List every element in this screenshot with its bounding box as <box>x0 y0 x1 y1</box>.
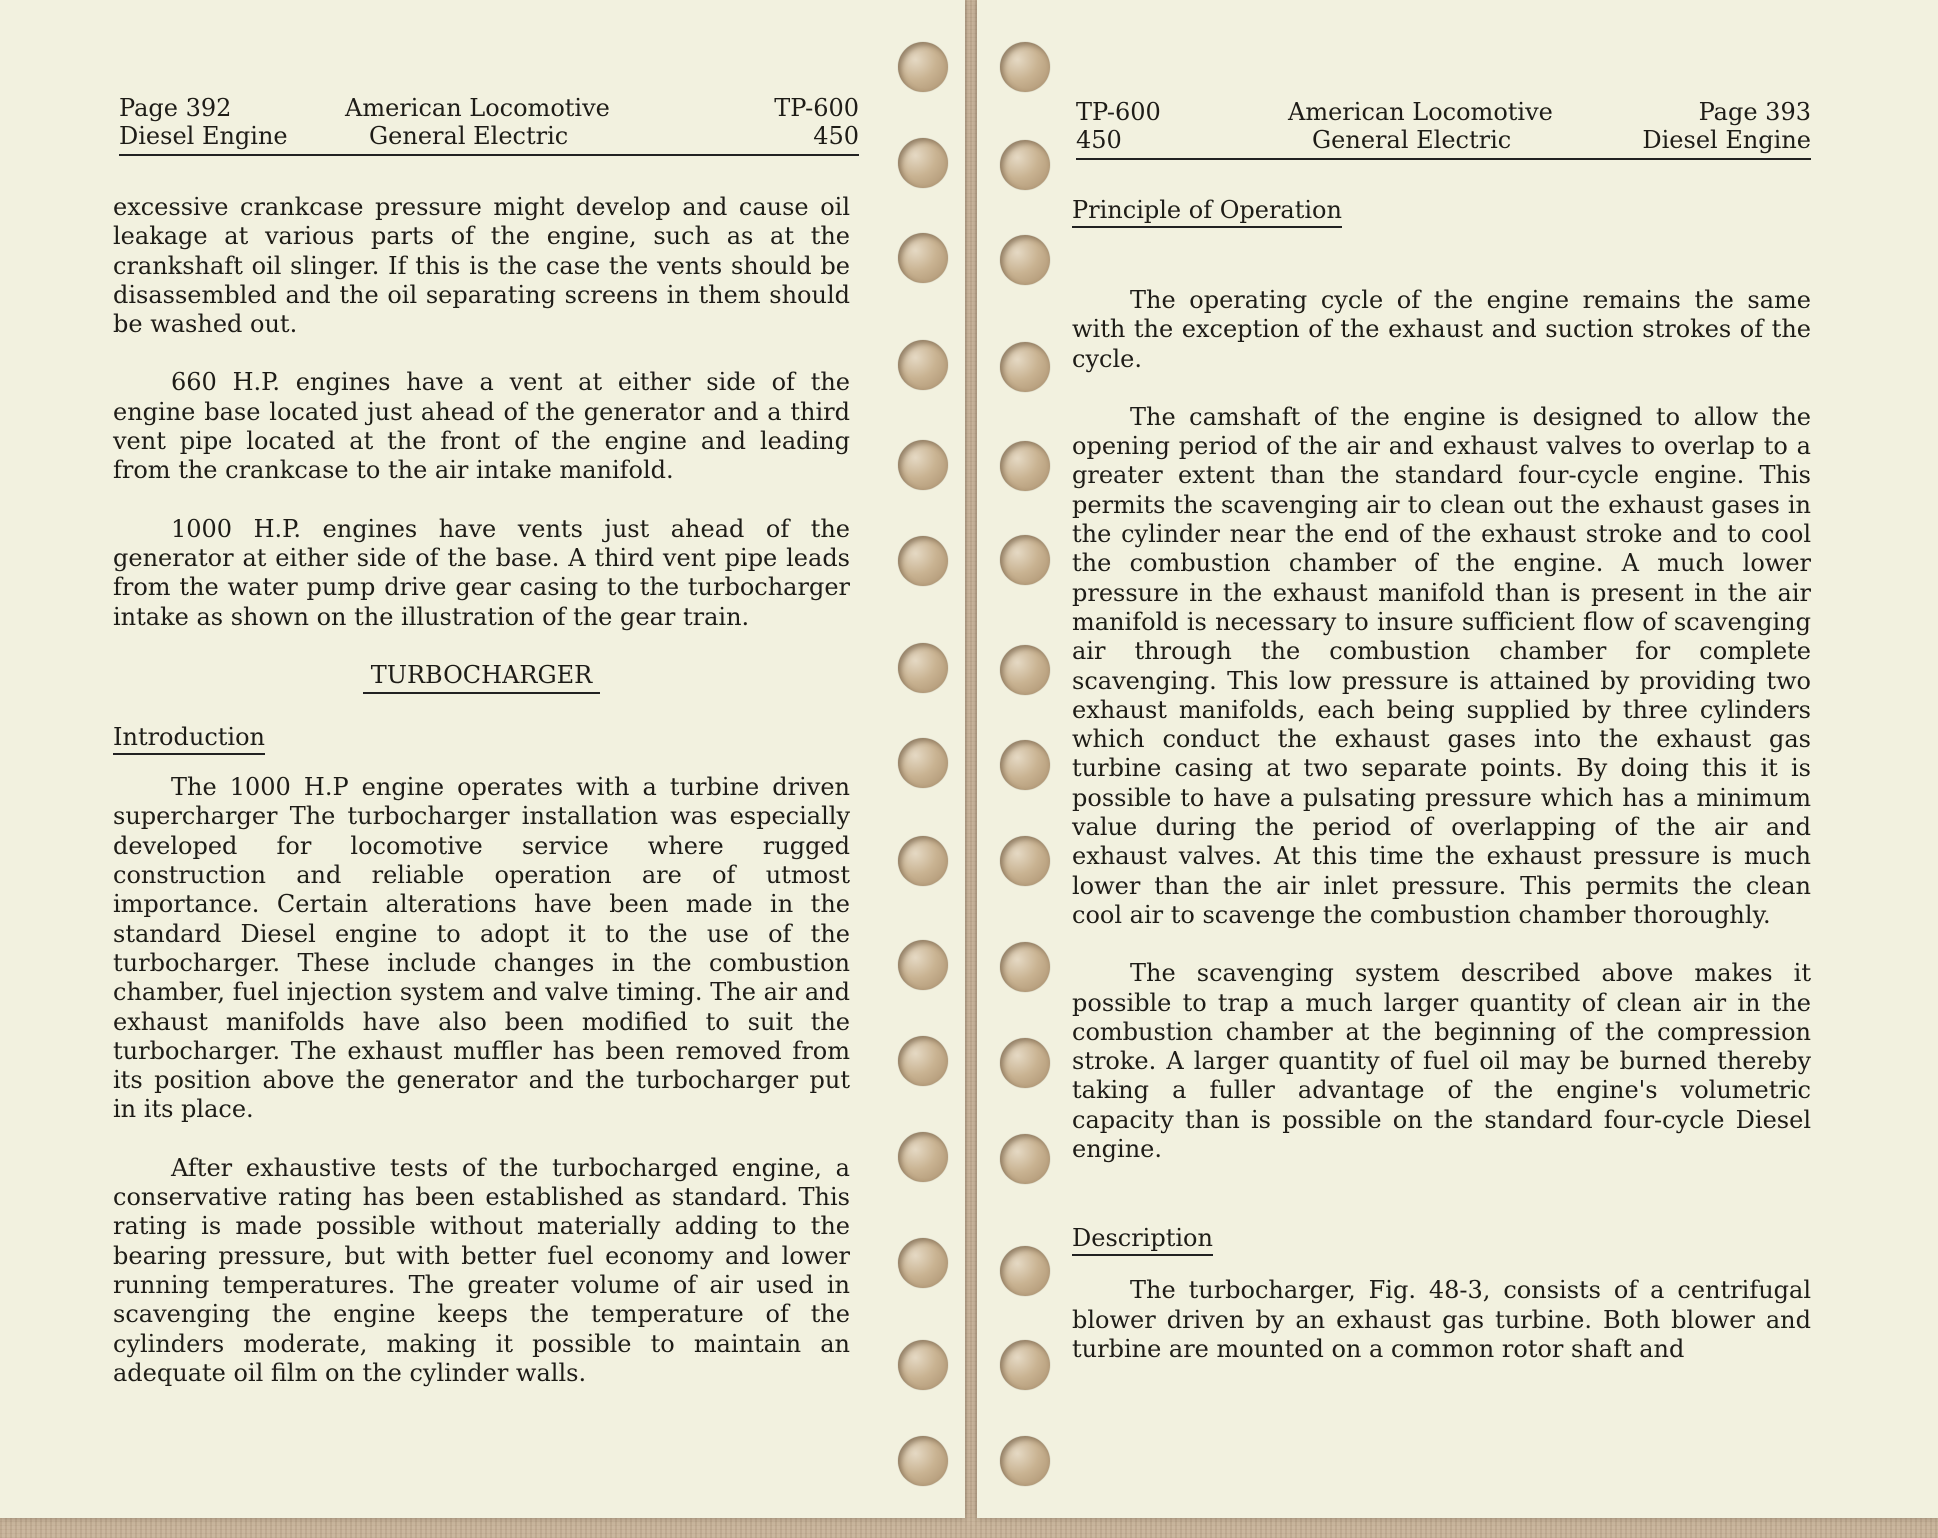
paragraph: excessive crankcase pressure might develop and cause oil leakage at various parts of the engine, such as at the crankshaft oil slinger. If this is the case the vents should be disassembled and the oil separating screens in them should be washed out. <box>113 193 850 339</box>
right-page <box>977 0 1938 1518</box>
maker-line-1: American Locomotive <box>345 94 610 122</box>
binding-hole <box>1000 1340 1050 1390</box>
maker-line-2: General Electric <box>369 122 569 150</box>
paragraph: The 1000 H.P engine operates with a turbine driven supercharger The turbocharger installation was especially developed for locomotive service where rugged construction and reliable operation are of utmost importance. Certain alterations have been made in the standard Diesel engine to adopt it to the use of the turbocharger. These include changes in the combustion chamber, fuel injection system and valve timing. The air and exhaust manifolds have also been modified to suit the turbocharger. The exhaust muffler has been removed from its position above the generator and the turbocharger put in its place. <box>113 773 850 1124</box>
subsection-heading: Principle of Operation <box>1072 196 1811 228</box>
maker-line-2: General Electric <box>1312 126 1512 154</box>
binding-hole <box>898 1132 948 1182</box>
paragraph: The camshaft of the engine is designed to allow the opening period of the air and exhaust valves to overlap to a greater extent than the standard four-cycle engine. This permits the scavenging air to clean out the exhaust gases in the cylinder near the end of the exhaust stroke and to cool the combustion chamber of the engine. A much lower pressure in the exhaust manifold than is present in the air manifold is necessary to insure sufficient flow of scavenging air through the combustion chamber for complete scavenging. This low pressure is attained by providing two exhaust manifolds, each being supplied by three cylinders which conduct the exhaust gases into the exhaust gas turbine casing at two separate points. By doing this it is possible to have a pulsating pressure which has a minimum value during the period of overlapping of the air and exhaust valves. At this time the exhaust pressure is much lower than the air inlet pressure. This permits the clean cool air to scavenge the combustion chamber thoroughly. <box>1072 402 1811 929</box>
binding-hole <box>1000 645 1050 695</box>
binding-hole <box>898 42 948 92</box>
section-heading: TURBOCHARGER <box>113 661 850 694</box>
section-title: Diesel Engine <box>119 122 288 150</box>
model-number: TP-600 <box>774 94 859 122</box>
paragraph: After exhaustive tests of the turbocharged engine, a conservative rating has been established as standard. This rating is made possible without materially adding to the bearing pressure, but with better fuel economy and lower running temperatures. The greater volume of air used in scavenging the engine keeps the temperature of the cylinders moderate, making it possible to maintain an adequate oil film on the cylinder walls. <box>113 1153 850 1387</box>
binding-hole <box>1000 1436 1050 1486</box>
model-number: TP-600 <box>1076 98 1161 126</box>
binding-hole <box>898 940 948 990</box>
paragraph: 660 H.P. engines have a vent at either side of the engine base located just ahead of the generator and a third vent pipe located at the front of the engine and leading from the crankcase to the air intake manifold. <box>113 368 850 485</box>
binding-hole <box>898 233 948 283</box>
binding-hole <box>1000 1134 1050 1184</box>
binding-hole <box>898 138 948 188</box>
paragraph: The operating cycle of the engine remains the same with the exception of the exhaust and suction strokes of the cycle. <box>1072 286 1811 373</box>
binding-hole <box>898 536 948 586</box>
section-title: Diesel Engine <box>1642 126 1811 154</box>
binding-hole <box>898 643 948 693</box>
binding-hole <box>1000 441 1050 491</box>
page-body <box>1072 196 1811 1364</box>
page-number: Page 393 <box>1698 98 1811 126</box>
page-header <box>1076 98 1811 160</box>
left-page <box>0 0 965 1518</box>
subsection-heading: Description <box>1072 1224 1811 1256</box>
paragraph: The turbocharger, Fig. 48-3, consists of a centrifugal blower driven by an exhaust gas turbine. Both blower and turbine are mounted on a common rotor shaft and <box>1072 1276 1811 1363</box>
binding-hole <box>898 440 948 490</box>
binding-hole <box>1000 235 1050 285</box>
binding-hole <box>1000 42 1050 92</box>
binding-hole <box>898 1436 948 1486</box>
page-body <box>113 193 850 1388</box>
doc-number: 450 <box>813 122 859 150</box>
binding-hole <box>1000 942 1050 992</box>
binding-hole <box>1000 535 1050 585</box>
binding-hole <box>898 1238 948 1288</box>
binding-hole <box>898 1340 948 1390</box>
subsection-heading: Introduction <box>113 723 850 755</box>
binding-hole <box>898 836 948 886</box>
paragraph: The scavenging system described above makes it possible to trap a much larger quantity of clean air in the combustion chamber at the beginning of the compression stroke. A larger quantity of fuel oil may be burned thereby taking a fuller advantage of the engine's volumetric capacity than is possible on the standard four-cycle Diesel engine. <box>1072 959 1811 1164</box>
binding-hole <box>1000 1038 1050 1088</box>
page-number: Page 392 <box>119 94 232 122</box>
maker-line-1: American Locomotive <box>1288 98 1553 126</box>
binding-hole <box>1000 740 1050 790</box>
binding-hole <box>1000 1246 1050 1296</box>
binding-hole <box>898 738 948 788</box>
binding-hole <box>1000 342 1050 392</box>
paragraph: 1000 H.P. engines have vents just ahead of the generator at either side of the base. A third vent pipe leads from the water pump drive gear casing to the turbocharger intake as shown on the illustration of the gear train. <box>113 514 850 631</box>
doc-number: 450 <box>1076 126 1122 154</box>
binding-hole <box>898 340 948 390</box>
binding-hole <box>898 1036 948 1086</box>
binding-hole <box>1000 140 1050 190</box>
page-header <box>119 94 859 156</box>
binding-hole <box>1000 836 1050 886</box>
